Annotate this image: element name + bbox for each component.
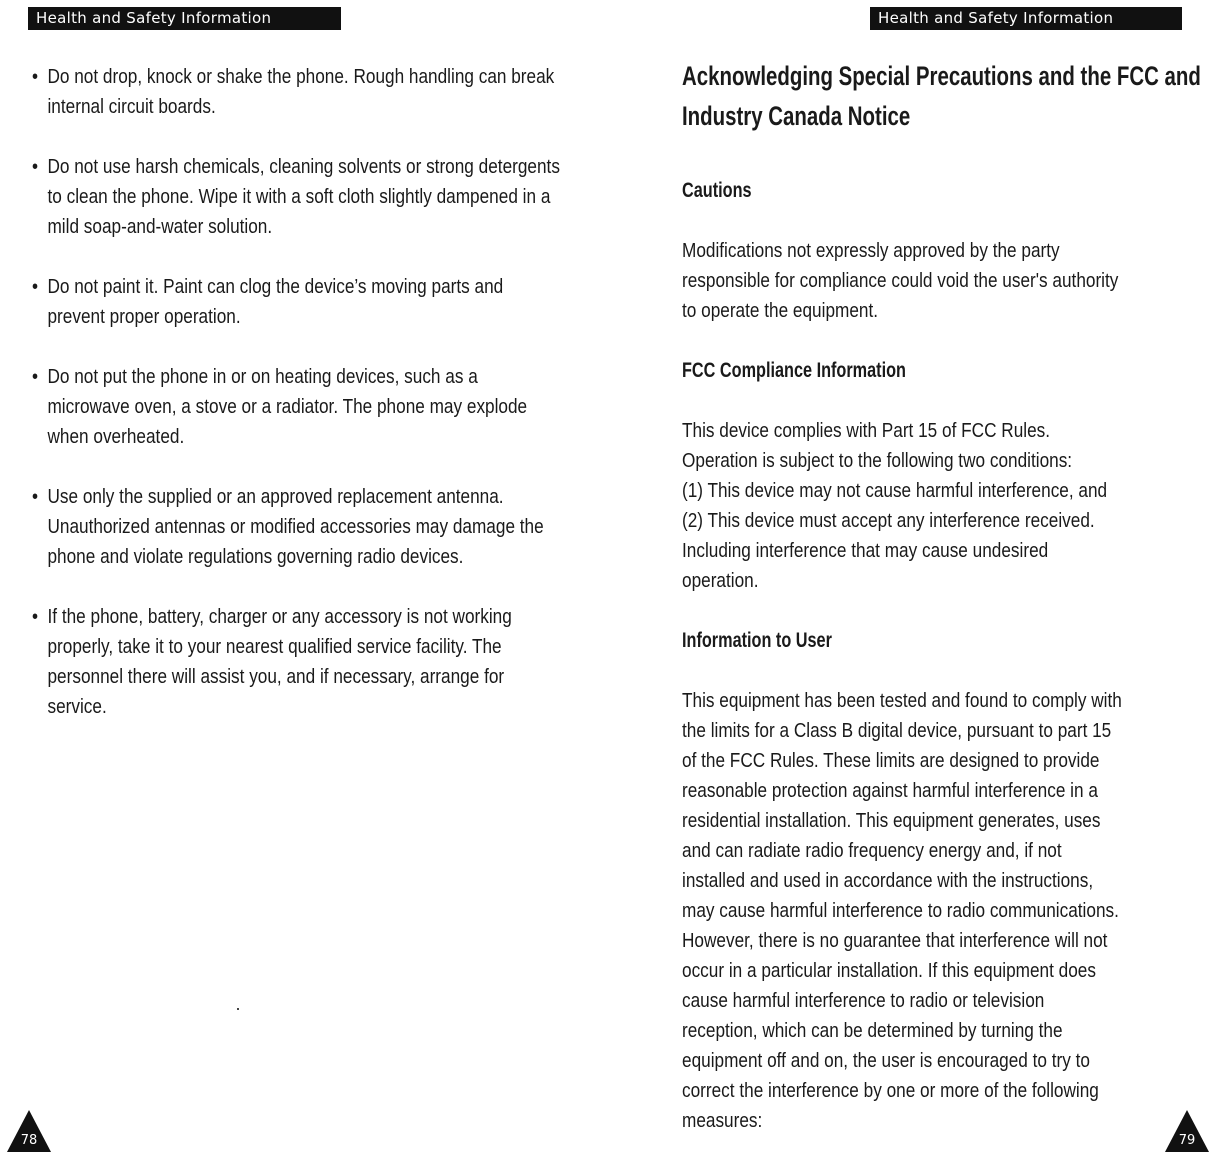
bullet-text: Do not drop, knock or shake the phone. Rough handling can break internal circuit boards. bbox=[47, 66, 555, 118]
bullet-text: Do not put the phone in or on heating devices, such as a microwave oven, a stove or a radiator. The phone may explode when overheated. bbox=[47, 366, 528, 448]
bullet-dot-icon: • bbox=[32, 276, 39, 298]
cautions-paragraph bbox=[682, 236, 1214, 326]
bullet-item bbox=[32, 602, 563, 722]
information-to-user-paragraph bbox=[682, 686, 1214, 1136]
page-number-badge bbox=[1164, 1108, 1210, 1152]
right-header-tag: Health and Safety Information bbox=[870, 7, 1182, 30]
text-line: and can radiate radio frequency energy and, if not bbox=[682, 840, 1062, 862]
bullet-item bbox=[32, 482, 563, 572]
text-line: reasonable protection against harmful interference in a bbox=[682, 780, 1098, 802]
text-line: of the FCC Rules. These limits are designed to provide bbox=[682, 750, 1100, 772]
text-line: occur in a particular installation. If this equipment does bbox=[682, 960, 1096, 982]
left-header-tag: Health and Safety Information bbox=[28, 7, 341, 30]
text-line: However, there is no guarantee that interference will not bbox=[682, 930, 1108, 952]
text-line: This device complies with Part 15 of FCC Rules. bbox=[682, 420, 1051, 442]
bullet-dot-icon: • bbox=[32, 156, 39, 178]
text-line: Modifications not expressly approved by the party bbox=[682, 240, 1060, 262]
page-number: 78 bbox=[20, 1133, 38, 1148]
scan-speck bbox=[237, 1008, 239, 1010]
bullet-text: If the phone, battery, charger or any accessory is not working properly, take it to your nearest qualified service facility. The personnel there will assist you, and if necessary, arrange for service. bbox=[47, 606, 512, 718]
text-line: Operation is subject to the following two conditions: bbox=[682, 450, 1073, 472]
text-line: (2) This device must accept any interference received. bbox=[682, 510, 1095, 532]
page-number: 79 bbox=[1178, 1133, 1196, 1148]
text-line: residential installation. This equipment generates, uses bbox=[682, 810, 1101, 832]
fcc-compliance-paragraph bbox=[682, 416, 1214, 596]
section-heading-fcc-compliance: FCC Compliance Information bbox=[682, 359, 906, 382]
bullet-item bbox=[32, 62, 563, 122]
text-line: correct the interference by one or more of the following bbox=[682, 1080, 1099, 1102]
text-line: may cause harmful interference to radio communications. bbox=[682, 900, 1119, 922]
bullet-item bbox=[32, 152, 563, 242]
text-line: the limits for a Class B digital device, pursuant to part 15 bbox=[682, 720, 1112, 742]
text-line: responsible for compliance could void the user's authority bbox=[682, 270, 1119, 292]
text-line: reception, which can be determined by turning the bbox=[682, 1020, 1063, 1042]
bullet-text: Use only the supplied or an approved replacement antenna. Unauthorized antennas or modified accessories may damage the phone and violate regulations governing radio devices. bbox=[47, 486, 544, 568]
bullet-dot-icon: • bbox=[32, 486, 39, 508]
text-line: (1) This device may not cause harmful interference, and bbox=[682, 480, 1108, 502]
page-number-badge bbox=[6, 1108, 52, 1152]
fcc-notice-content bbox=[682, 56, 1214, 1166]
text-line: cause harmful interference to radio or television bbox=[682, 990, 1045, 1012]
bullet-dot-icon: • bbox=[32, 66, 39, 88]
bullet-text: Do not use harsh chemicals, cleaning solvents or strong detergents to clean the phone. Wipe it with a soft cloth slightly dampened in a mild soap-and-water solution. bbox=[47, 156, 560, 238]
text-line: measures: bbox=[682, 1110, 763, 1132]
bullet-item bbox=[32, 362, 563, 452]
bullet-dot-icon: • bbox=[32, 606, 39, 628]
section-heading-cautions: Cautions bbox=[682, 179, 752, 202]
text-line: operation. bbox=[682, 570, 759, 592]
text-line: equipment off and on, the user is encouraged to try to bbox=[682, 1050, 1090, 1072]
right-page bbox=[607, 0, 1214, 1152]
text-line: Including interference that may cause undesired bbox=[682, 540, 1049, 562]
text-line: This equipment has been tested and found to comply with bbox=[682, 690, 1122, 712]
page-title: Acknowledging Special Precautions and the FCC and Industry Canada Notice bbox=[682, 61, 1201, 131]
section-heading-information-to-user: Information to User bbox=[682, 629, 832, 652]
bullet-dot-icon: • bbox=[32, 366, 39, 388]
text-line: to operate the equipment. bbox=[682, 300, 879, 322]
bullet-item bbox=[32, 272, 563, 332]
care-bullet-list bbox=[32, 62, 562, 752]
left-page bbox=[0, 0, 600, 1152]
text-line: installed and used in accordance with the instructions, bbox=[682, 870, 1094, 892]
bullet-text: Do not paint it. Paint can clog the device’s moving parts and prevent proper operation. bbox=[47, 276, 504, 328]
